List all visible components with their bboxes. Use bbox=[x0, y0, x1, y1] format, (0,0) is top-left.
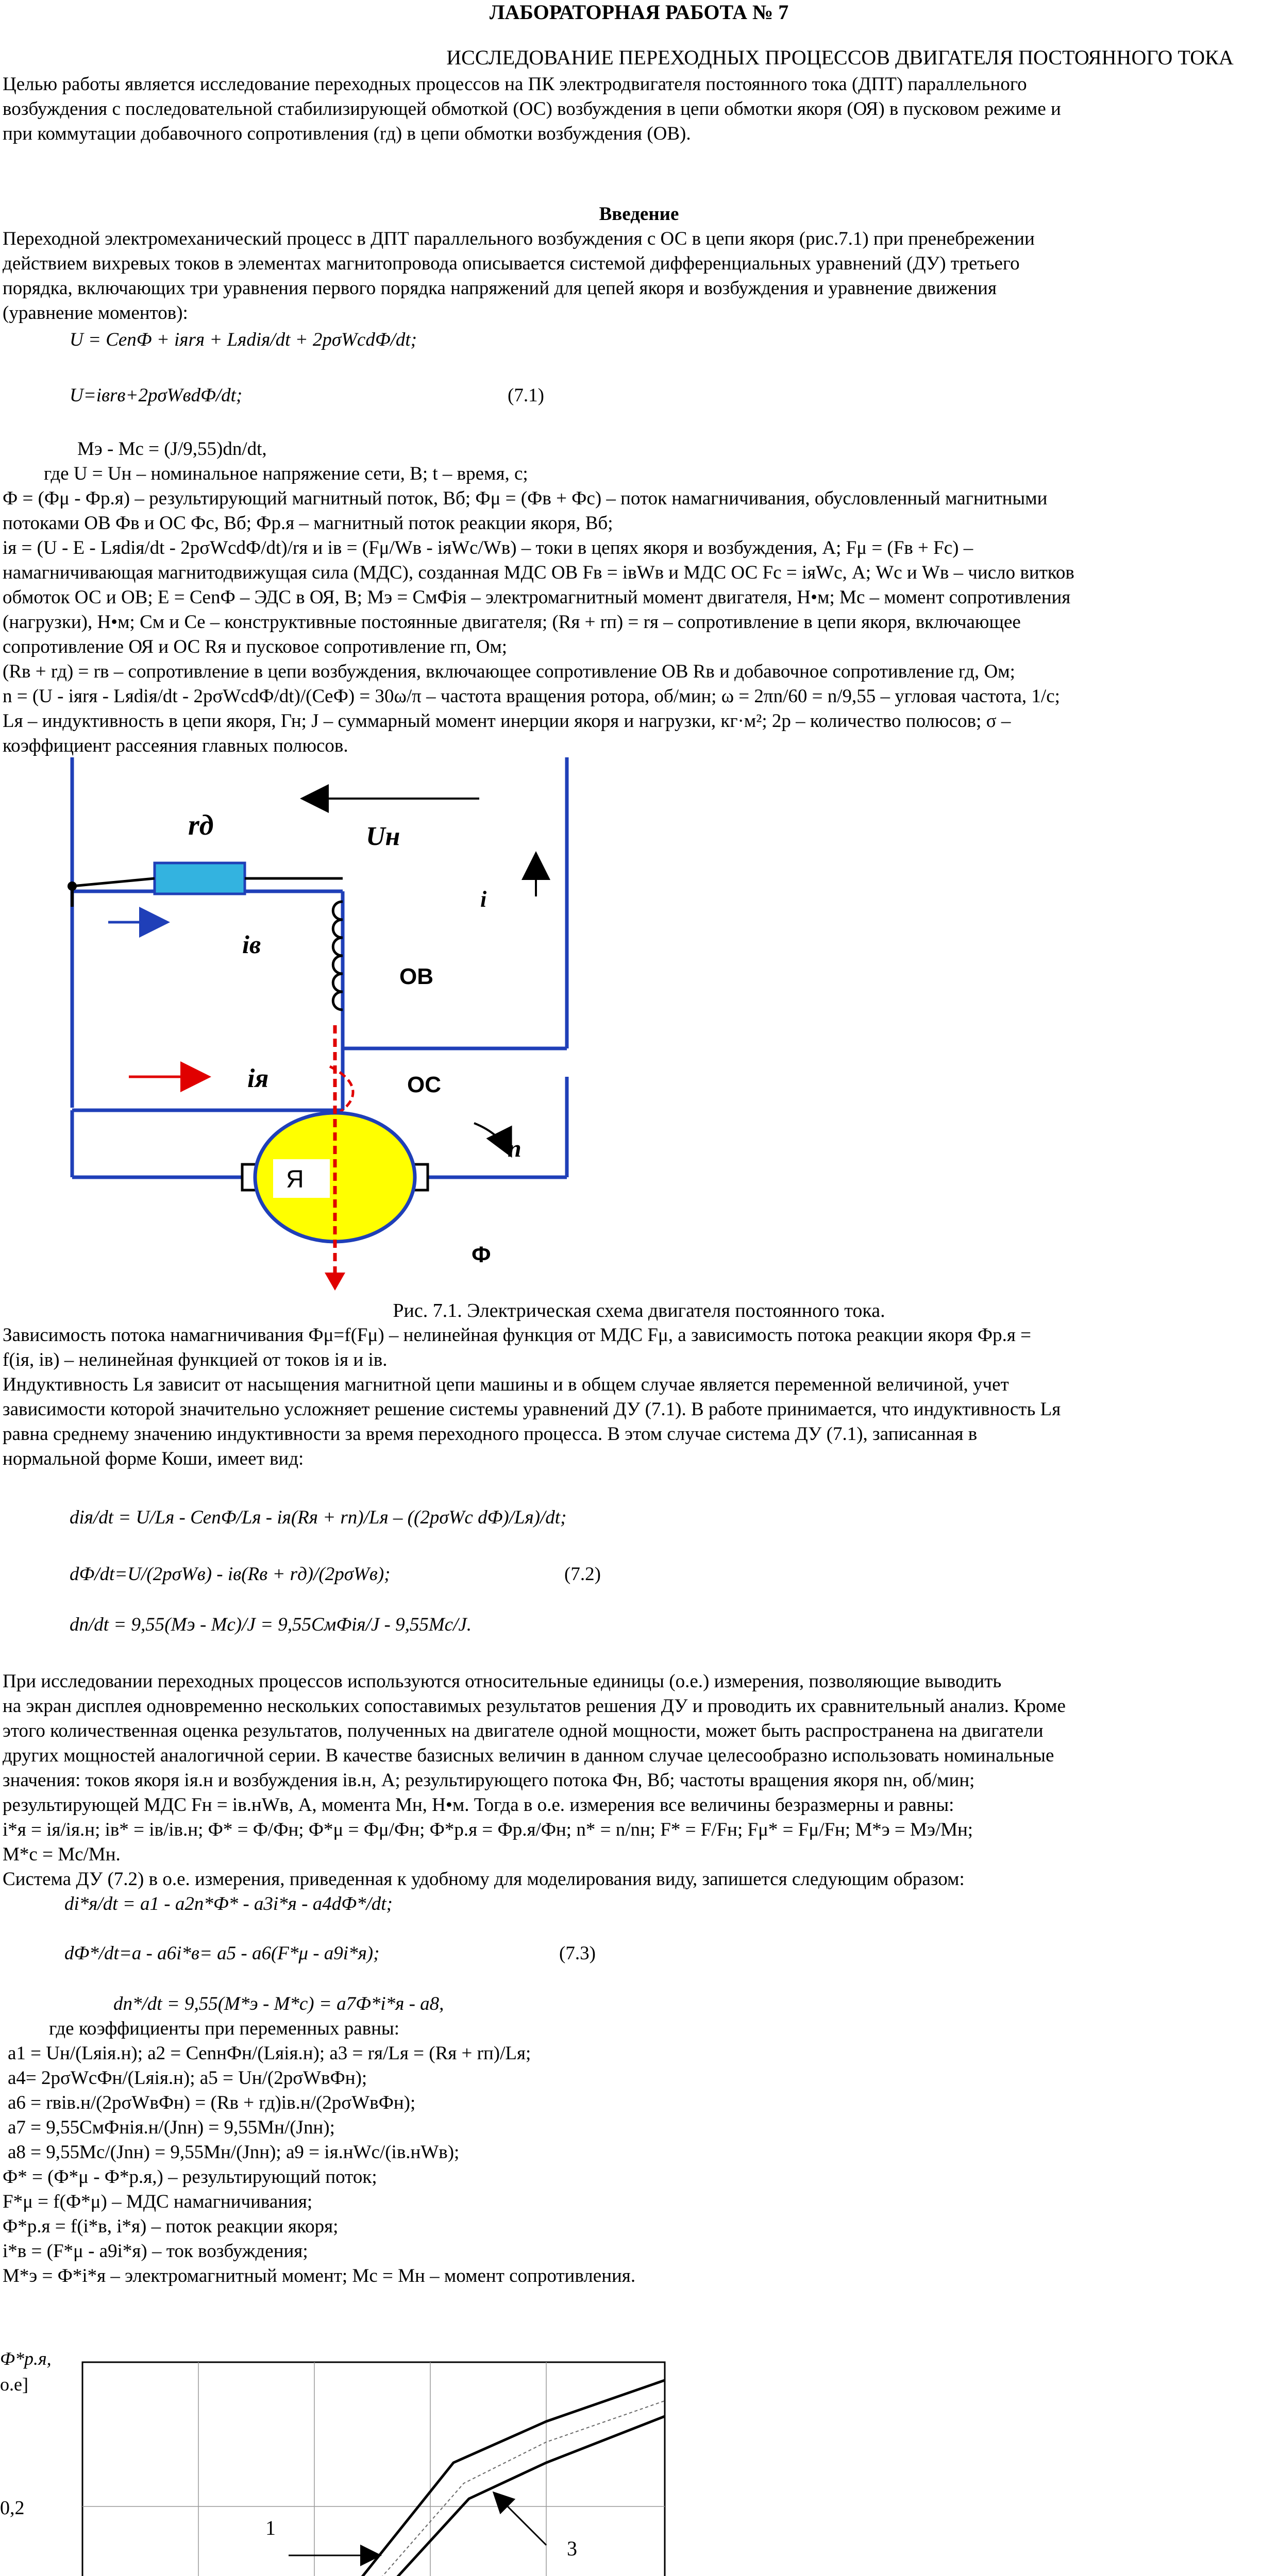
un-label: Uн bbox=[366, 822, 400, 851]
coef-line-4: a6 = rвiв.н/(2pσWвФн) = (Rв + rд)iв.н/(2pσWвФн); bbox=[8, 2092, 416, 2113]
flux-phi-label: Ф bbox=[472, 1242, 491, 1267]
coef-line-9: Ф*р.я = f(i*в, i*я) – поток реакции якоря; bbox=[3, 2216, 339, 2237]
equation-7-3-c: dn*/dt = 9,55(M*э - M*с) = a7Ф*i*я - a8, bbox=[113, 1993, 444, 2014]
body3-line-8: M*с = Mс/Mн. bbox=[3, 1844, 121, 1865]
body2-line-4: зависимости которой значительно усложняет решение системы уравнений ДУ (7.1). В работе принимается, что индуктивность Lя bbox=[3, 1399, 1061, 1420]
equation-7-1-number: (7.1) bbox=[508, 385, 544, 406]
body2-line-3: Индуктивность Lя зависит от насыщения магнитной цепи машины и в общем случае является переменной величиной, учет bbox=[3, 1374, 1009, 1395]
chart-gridlines bbox=[82, 2362, 665, 2576]
body3-line-6: результирующей МДС Fн = iв.нWв, А, момента Mн, Н•м. Тогда в о.е. измерения все величины безразмерны и равны: bbox=[3, 1794, 954, 1816]
coef-line-8: F*μ = f(Ф*μ) – МДС намагничивания; bbox=[3, 2191, 313, 2212]
body3-line-4: других мощностей аналогичной серии. В качестве базисных величин в данном случае целесообразно использовать номинальные bbox=[3, 1745, 1054, 1766]
y-tick-0-2: 0,2 bbox=[0, 2497, 25, 2519]
definitions-line-2: Ф = (Фμ - Фр.я) – результирующий магнитный поток, Вб; Фμ = (Фв + Фс) – поток намагничивания, обусловленный магнитными bbox=[3, 488, 1048, 509]
body3-line-1: При исследовании переходных процессов используются относительные единицы (о.е.) измерения, позволяющие выводить bbox=[3, 1671, 1002, 1692]
body3-line-9: Система ДУ (7.2) в о.е. измерения, приведенная к удобному для моделирования виду, запишется следующим образом: bbox=[3, 1869, 965, 1890]
body2-line-2: f(iя, iв) – нелинейная функцией от токов iя и iв. bbox=[3, 1349, 388, 1370]
definitions-line-9: (Rв + rд) = rв – сопротивление в цепи возбуждения, включающее сопротивление ОВ Rв и добавочное сопротивление rд, Ом; bbox=[3, 661, 1015, 682]
equation-7-2-c: dn/dt = 9,55(Mэ - Mс)/J = 9,55CмФiя/J - 9,55Mс/J. bbox=[70, 1614, 472, 1635]
body3-line-7: i*я = iя/iя.н; iв* = iв/iв.н; Ф* = Ф/Фн; Ф*μ = Фμ/Фн; Ф*р.я = Фр.я/Фн; n* = n/nн; F* = F/Fн; Fμ* = Fμ/Fн; M*э = Mэ/Mн; bbox=[3, 1819, 973, 1840]
body2-line-6: нормальной форме Коши, имеет вид: bbox=[3, 1448, 304, 1469]
os-label: ОС bbox=[407, 1072, 441, 1097]
curve-3 bbox=[82, 2401, 665, 2576]
intro-line-2: действием вихревых токов в элементах магнитопровода описывается системой дифференциальных уравнений (ДУ) третьего bbox=[3, 253, 1020, 274]
equation-7-2-a: diя/dt = U/Lя - CenФ/Lя - iя(Rя + rп)/Lя – ((2pσWс dФ)/Lя)/dt; bbox=[70, 1507, 567, 1528]
armature-label: Я bbox=[286, 1166, 304, 1193]
goal-line-1: Целью работы является исследование переходных процессов на ПК электродвигателя постоянного тока (ДПТ) параллельного bbox=[3, 74, 1027, 95]
definitions-line-12: коэффициент рассеяния главных полюсов. bbox=[3, 735, 348, 756]
y-axis-unit: о.е] bbox=[0, 2374, 28, 2395]
equation-7-1-b: U=iвrв+2pσWвdФ/dt; bbox=[70, 385, 243, 406]
coef-line-2: a1 = Uн/(Lяiя.н); a2 = CenнФн/(Lяiя.н); a3 = rя/Lя = (Rя + rп)/Lя; bbox=[8, 2043, 531, 2064]
armature-reaction-chart bbox=[0, 2349, 680, 2576]
definitions-line-6: обмоток ОС и ОВ; E = CenФ – ЭДС в ОЯ, В; Mэ = CмФiя – электромагнитный момент двигателя, Н•м; Mс – момент сопротивления bbox=[3, 587, 1071, 608]
ov-label: ОВ bbox=[399, 964, 433, 989]
lab-title: ЛАБОРАТОРНАЯ РАБОТА № 7 bbox=[489, 1, 789, 24]
intro-heading: Введение bbox=[599, 204, 679, 225]
current-iv-label: iв bbox=[242, 930, 261, 959]
intro-line-3: порядка, включающих три уравнения первого порядка напряжений для цепей якоря и возбуждения и уравнение движения bbox=[3, 278, 997, 299]
equation-7-2-b: dФ/dt=U/(2pσWв) - iв(Rв + rд)/(2pσWв); bbox=[70, 1564, 391, 1585]
definitions-line-8: сопротивление ОЯ и ОС Rя и пусковое сопротивление rп, Ом; bbox=[3, 636, 508, 657]
equation-7-1-a: U = CenФ + iяrя + Lяdiя/dt + 2pσWсdФ/dt; bbox=[70, 329, 417, 350]
coef-line-10: i*в = (F*μ - a9i*я) – ток возбуждения; bbox=[3, 2241, 308, 2262]
body3-line-3: этого количественная оценка результатов, полученных на двигателе одной мощности, может быть распространена на двигатели bbox=[3, 1720, 1044, 1741]
y-axis-label: Ф*р.я, bbox=[0, 2349, 52, 2369]
coef-line-5: a7 = 9,55CмФнiя.н/(Jnн) = 9,55Mн/(Jnн); bbox=[8, 2117, 335, 2138]
equation-7-2-number: (7.2) bbox=[564, 1564, 601, 1585]
definitions-line-1: где U = Uн – номинальное напряжение сети, В; t – время, с; bbox=[44, 463, 528, 484]
resistor-rd bbox=[155, 863, 245, 894]
intro-line-1: Переходной электромеханический процесс в ДПТ параллельного возбуждения с ОС в цепи якоря (рис.7.1) при пренебрежении bbox=[3, 228, 1035, 249]
definitions-line-10: n = (U - iяrя - Lяdiя/dt - 2pσWсdФ/dt)/(CeФ) = 30ω/π – частота вращения ротора, об/мин; ω = 2πn/60 = n/9,55 – угловая частота, 1/с; bbox=[3, 686, 1060, 707]
curve-1 bbox=[82, 2380, 665, 2576]
equation-7-3-b: dФ*/dt=a - a6i*в= a5 - a6(F*μ - a9i*я); bbox=[64, 1943, 380, 1964]
speed-n-label: n bbox=[508, 1135, 522, 1162]
goal-line-3: при коммутации добавочного сопротивления (rд) в цепи обмотки возбуждения (ОВ). bbox=[3, 123, 691, 144]
coef-line-6: a8 = 9,55Mс/(Jnн) = 9,55Mн/(Jnн); a9 = iя.нWс/(iв.нWв); bbox=[8, 2142, 460, 2163]
body2-line-5: равна среднему значению индуктивности за время переходного процесса. В этом случае система ДУ (7.1), записанная в bbox=[3, 1423, 978, 1445]
equation-7-3-number: (7.3) bbox=[559, 1943, 596, 1964]
current-i-label: i bbox=[480, 887, 487, 912]
chart-frame bbox=[82, 2362, 665, 2576]
goal-line-2: возбуждения с последовательной стабилизирующей обмоткой (ОС) возбуждения в цепи обмотки якоря (ОЯ) в пусковом режиме и bbox=[3, 98, 1061, 120]
equation-7-3-a: di*я/dt = a1 - a2n*Ф* - a3i*я - a4dФ*/dt; bbox=[64, 1893, 393, 1914]
coef-line-3: a4= 2pσWсФн/(Lяiя.н); a5 = Uн/(2pσWвФн); bbox=[8, 2067, 367, 2089]
definitions-line-11: Lя – индуктивность в цепи якоря, Гн; J – суммарный момент инерции якоря и нагрузки, кг·м²; 2p – количество полюсов; σ – bbox=[3, 710, 1011, 732]
curve-label-3: 3 bbox=[567, 2537, 577, 2560]
topic-title: ИССЛЕДОВАНИЕ ПЕРЕХОДНЫХ ПРОЦЕССОВ ДВИГАТЕЛЯ ПОСТОЯННОГО ТОКА bbox=[446, 46, 1234, 69]
curve-label-1: 1 bbox=[265, 2516, 276, 2539]
body3-line-5: значения: токов якоря iя.н и возбуждения iв.н, А; результирующего потока Фн, Вб; частоты вращения якоря nн, об/мин; bbox=[3, 1770, 975, 1791]
definitions-line-5: намагничивающая магнитодвижущая сила (МДС), созданная МДС ОВ Fв = iвWв и МДС ОС Fс = iяWс, А; Wс и Wв – число витков bbox=[3, 562, 1074, 583]
coef-line-7: Ф* = (Ф*μ - Ф*р.я,) – результирующий поток; bbox=[3, 2166, 377, 2188]
rd-label: rд bbox=[188, 809, 214, 841]
definitions-line-4: iя = (U - E - Lяdiя/dt - 2pσWсdФ/dt)/rя и iв = (Fμ/Wв - iяWс/Wв) – токи в цепях якоря и возбуждения, А; Fμ = (Fв + Fс) – bbox=[3, 537, 973, 558]
body3-line-2: на экран дисплея одновременно нескольких сопоставимых результатов решения ДУ и проводить их сравнительный анализ. Кроме bbox=[3, 1696, 1066, 1717]
curve-2 bbox=[82, 2416, 665, 2576]
current-iya-label: iя bbox=[247, 1064, 269, 1093]
definitions-line-7: (нагрузки), Н•м; Cм и Ce – конструктивные постоянные двигателя; (Rя + rп) = rя – сопротивление в цепи якоря, включающее bbox=[3, 612, 1021, 633]
definitions-line-3: потоками ОВ Фв и ОС Фс, Вб; Фр.я – магнитный поток реакции якоря, Вб; bbox=[3, 513, 613, 534]
equation-7-1-c: Mэ - Mс = (J/9,55)dn/dt, bbox=[77, 438, 267, 460]
motor-circuit-diagram bbox=[0, 737, 593, 1293]
body2-line-1: Зависимость потока намагничивания Фμ=f(Fμ) – нелинейная функция от МДС Fμ, а зависимость потока реакции якоря Фр.я = bbox=[3, 1325, 1032, 1346]
intro-line-4: (уравнение моментов): bbox=[3, 302, 188, 324]
coef-line-1: где коэффициенты при переменных равны: bbox=[49, 2018, 400, 2039]
figure-7-1-caption: Рис. 7.1. Электрическая схема двигателя постоянного тока. bbox=[393, 1300, 885, 1321]
coef-line-11: M*э = Ф*i*я – электромагнитный момент; Mс = Mн – момент сопротивления. bbox=[3, 2265, 636, 2286]
